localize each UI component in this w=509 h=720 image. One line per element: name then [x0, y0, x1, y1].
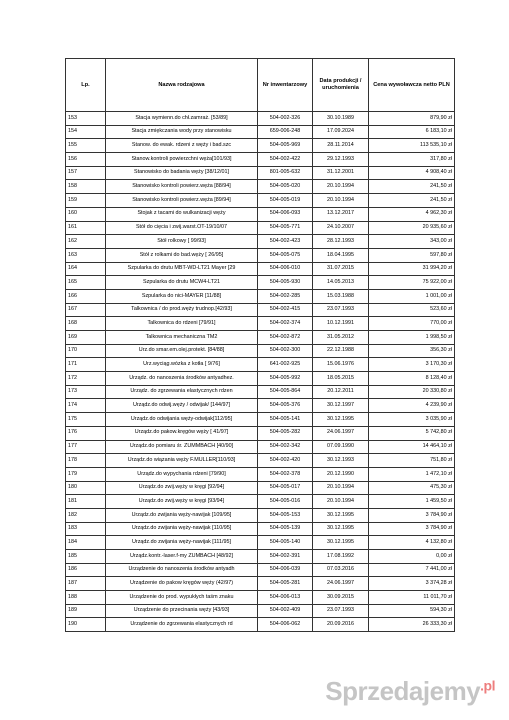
row-price: 113 535,10 zł: [369, 139, 455, 153]
row-inventory-number: 504-002-391: [258, 550, 313, 564]
row-lp: 190: [66, 618, 106, 632]
row-name: Urządz.do odwij.węży / odwijak/ [144/97]: [106, 399, 258, 413]
table-row: [66, 180, 455, 194]
row-date: 14.05.2013: [313, 276, 369, 290]
row-inventory-number: 504-005-376: [258, 399, 313, 413]
table-row: [66, 331, 455, 345]
row-lp: 156: [66, 153, 106, 167]
row-price: 356,30 zł: [369, 344, 455, 358]
row-inventory-number: 504-002-423: [258, 235, 313, 249]
row-lp: 183: [66, 522, 106, 536]
row-lp: 162: [66, 235, 106, 249]
table-row: [66, 563, 455, 577]
row-price: 20 935,60 zł: [369, 221, 455, 235]
row-price: 4 132,80 zł: [369, 536, 455, 550]
table-row: [66, 508, 455, 522]
row-date: 30.12.1995: [313, 536, 369, 550]
table-row: [66, 591, 455, 605]
row-inventory-number: 504-005-771: [258, 221, 313, 235]
row-name: Urządz. do nanoszenia środków antyadhez.: [106, 372, 258, 386]
row-date: 17.09.2024: [313, 125, 369, 139]
header-inventory-number: Nr inwentarzowy: [258, 59, 313, 112]
row-date: 17.08.1992: [313, 550, 369, 564]
row-lp: 187: [66, 577, 106, 591]
row-inventory-number: 504-002-285: [258, 289, 313, 303]
table-row: [66, 440, 455, 454]
watermark-logo: [325, 676, 495, 707]
row-price: 751,80 zł: [369, 454, 455, 468]
row-date: 29.12.1993: [313, 153, 369, 167]
row-date: 20.12.2011: [313, 385, 369, 399]
row-date: 23.07.1993: [313, 604, 369, 618]
row-price: 3 374,28 zł: [369, 577, 455, 591]
row-inventory-number: 504-005-969: [258, 139, 313, 153]
row-inventory-number: 504-005-017: [258, 481, 313, 495]
row-name: Szpularka do drutu MCW4-LT21: [106, 276, 258, 290]
row-price: 1 998,50 zł: [369, 331, 455, 345]
row-lp: 158: [66, 180, 106, 194]
table-header: [66, 59, 455, 112]
row-date: 20.09.2016: [313, 618, 369, 632]
table-row: [66, 495, 455, 509]
row-inventory-number: 504-005-019: [258, 194, 313, 208]
row-price: 879,90 zł: [369, 112, 455, 126]
row-name: Stojak z tacami do wulkanizacji węży: [106, 207, 258, 221]
table-row: [66, 289, 455, 303]
row-name: Urządz.do wiązania węży F.MULLER[110/93]: [106, 454, 258, 468]
row-price: 26 333,30 zł: [369, 618, 455, 632]
row-name: Urządz.do pomiaru śr. ZUMMBACH [40/90]: [106, 440, 258, 454]
row-lp: 154: [66, 125, 106, 139]
row-lp: 173: [66, 385, 106, 399]
row-date: 30.12.1993: [313, 454, 369, 468]
row-name: Urz.do smar.em.olej.protekt. [84/88]: [106, 344, 258, 358]
row-lp: 176: [66, 426, 106, 440]
table-row: [66, 207, 455, 221]
row-name: Stół do cięcia i zwij.warst.OT-19/10/07: [106, 221, 258, 235]
row-lp: 184: [66, 536, 106, 550]
row-lp: 189: [66, 604, 106, 618]
row-name: Stół z rolkami do bad.węży [ 26/95]: [106, 248, 258, 262]
row-inventory-number: 504-005-139: [258, 522, 313, 536]
row-name: Urządz.do zwij.węży w kręgi [93/94]: [106, 495, 258, 509]
table-row: [66, 618, 455, 632]
row-name: Urz.wyciąg.wózka z kotła [ 9/76]: [106, 358, 258, 372]
row-name: Talkownica do rdzeni [79/91]: [106, 317, 258, 331]
table-row: [66, 372, 455, 386]
table-row: [66, 153, 455, 167]
row-date: 07.03.2016: [313, 563, 369, 577]
row-name: Urządz.do zwijania węży-nawijak [109/95]: [106, 508, 258, 522]
row-lp: 170: [66, 344, 106, 358]
row-lp: 180: [66, 481, 106, 495]
row-lp: 160: [66, 207, 106, 221]
row-name: Urządz.do odwijania węży-odwijak[112/95]: [106, 413, 258, 427]
row-name: Szpularka do drutu MBT-WD-LT21 Mayer [29: [106, 262, 258, 276]
row-inventory-number: 504-002-872: [258, 331, 313, 345]
header-price: Cena wywoławcza netto PLN: [369, 59, 455, 112]
row-date: 13.12.2017: [313, 207, 369, 221]
table-row: [66, 426, 455, 440]
row-date: 20.10.1994: [313, 180, 369, 194]
row-inventory-number: 504-006-062: [258, 618, 313, 632]
watermark-suffix: .pl: [480, 677, 495, 694]
table-body: [66, 112, 455, 632]
row-date: 30.09.2015: [313, 591, 369, 605]
row-price: 3 784,90 zł: [369, 522, 455, 536]
row-inventory-number: 504-005-864: [258, 385, 313, 399]
row-price: 241,50 zł: [369, 180, 455, 194]
row-inventory-number: 504-005-153: [258, 508, 313, 522]
header-name: Nazwa rodzajowa: [106, 59, 258, 112]
row-lp: 168: [66, 317, 106, 331]
row-price: 3 170,30 zł: [369, 358, 455, 372]
row-price: 5 742,80 zł: [369, 426, 455, 440]
row-inventory-number: 504-002-374: [258, 317, 313, 331]
row-price: 75 922,00 zł: [369, 276, 455, 290]
row-inventory-number: 504-002-420: [258, 454, 313, 468]
row-inventory-number: 504-002-326: [258, 112, 313, 126]
row-date: 30.12.1995: [313, 522, 369, 536]
row-lp: 167: [66, 303, 106, 317]
row-lp: 153: [66, 112, 106, 126]
row-price: 0,00 zł: [369, 550, 455, 564]
row-name: Urządz.do wypychania rdzeni [79/90]: [106, 467, 258, 481]
row-inventory-number: 504-002-409: [258, 604, 313, 618]
row-inventory-number: 504-002-422: [258, 153, 313, 167]
row-lp: 157: [66, 166, 106, 180]
row-name: Szpularka do nici-MAYER [11/88]: [106, 289, 258, 303]
row-lp: 169: [66, 331, 106, 345]
row-lp: 174: [66, 399, 106, 413]
table-row: [66, 262, 455, 276]
table-row: [66, 467, 455, 481]
row-price: 594,30 zł: [369, 604, 455, 618]
row-date: 30.12.1995: [313, 413, 369, 427]
row-lp: 178: [66, 454, 106, 468]
row-date: 18.04.1995: [313, 248, 369, 262]
row-name: Urządz.kontr.-laser.f-my ZUMBACH [48/92]: [106, 550, 258, 564]
row-name: Urządz. do zgrzewania elastycznych rdzen: [106, 385, 258, 399]
watermark-text: Sprzedajemy: [325, 676, 481, 706]
row-name: Talkownica / do prod.węży trudnop.[42/93]: [106, 303, 258, 317]
row-name: Stanow. do ewak. rdzeni z węży i bad.szc: [106, 139, 258, 153]
row-date: 31.12.2001: [313, 166, 369, 180]
row-inventory-number: 504-005-282: [258, 426, 313, 440]
row-name: Urządz.do pakow.kręgów węży [ 41/97]: [106, 426, 258, 440]
row-lp: 186: [66, 563, 106, 577]
row-inventory-number: 504-006-093: [258, 207, 313, 221]
row-price: 4 908,40 zł: [369, 166, 455, 180]
table-row: [66, 221, 455, 235]
row-inventory-number: 504-006-010: [258, 262, 313, 276]
row-date: 20.10.1994: [313, 194, 369, 208]
row-inventory-number: 504-005-140: [258, 536, 313, 550]
row-name: Stanow.kontroli powierzchni węża[101/93]: [106, 153, 258, 167]
table-row: [66, 358, 455, 372]
table-row: [66, 303, 455, 317]
row-name: Stanowisko do badania węży [38/12/01]: [106, 166, 258, 180]
row-name: Urządz.do zwij.węży w kręgi [92/94]: [106, 481, 258, 495]
row-name: Urządzenie do przecinania węży [43/93]: [106, 604, 258, 618]
row-date: 20.10.1994: [313, 481, 369, 495]
row-date: 24.06.1997: [313, 426, 369, 440]
row-lp: 161: [66, 221, 106, 235]
row-price: 3 784,90 zł: [369, 508, 455, 522]
row-inventory-number: 504-002-300: [258, 344, 313, 358]
row-name: Urządz.do zwijania węży-nawijak [110/95]: [106, 522, 258, 536]
table-row: [66, 248, 455, 262]
row-lp: 188: [66, 591, 106, 605]
row-price: 1 472,10 zł: [369, 467, 455, 481]
row-lp: 163: [66, 248, 106, 262]
row-name: Urządzenie do nanoszenia środków antyadh: [106, 563, 258, 577]
inventory-table: [65, 58, 455, 632]
row-name: Stanowisko kontroli powierz.węża [88/94]: [106, 180, 258, 194]
row-date: 30.12.1997: [313, 399, 369, 413]
table-row: [66, 454, 455, 468]
table-row: [66, 481, 455, 495]
table-row: [66, 522, 455, 536]
row-date: 10.12.1991: [313, 317, 369, 331]
row-inventory-number: 504-006-039: [258, 563, 313, 577]
row-date: 20.10.1994: [313, 495, 369, 509]
row-lp: 175: [66, 413, 106, 427]
row-lp: 165: [66, 276, 106, 290]
row-inventory-number: 504-005-020: [258, 180, 313, 194]
row-inventory-number: 504-005-075: [258, 248, 313, 262]
row-inventory-number: 504-005-281: [258, 577, 313, 591]
row-date: 30.12.1995: [313, 508, 369, 522]
row-name: Stacja zmiękczania wody przy stanowisku: [106, 125, 258, 139]
row-date: 30.10.1989: [313, 112, 369, 126]
row-inventory-number: 801-005-632: [258, 166, 313, 180]
row-price: 343,00 zł: [369, 235, 455, 249]
row-inventory-number: 504-005-992: [258, 372, 313, 386]
row-inventory-number: 504-002-415: [258, 303, 313, 317]
row-date: 15.03.1988: [313, 289, 369, 303]
table-row: [66, 399, 455, 413]
row-inventory-number: 504-002-378: [258, 467, 313, 481]
row-inventory-number: 504-002-342: [258, 440, 313, 454]
row-price: 14 464,10 zł: [369, 440, 455, 454]
table-row: [66, 344, 455, 358]
row-date: 22.12.1988: [313, 344, 369, 358]
row-name: Urządzenie do pakow kręgów węży (42/97): [106, 577, 258, 591]
table-row: [66, 194, 455, 208]
row-name: Urządz.do zwijania węży-nawijak [111/95]: [106, 536, 258, 550]
row-price: 8 128,40 zł: [369, 372, 455, 386]
row-date: 24.06.1997: [313, 577, 369, 591]
header-lp: Lp.: [66, 59, 106, 112]
row-price: 4 962,30 zł: [369, 207, 455, 221]
row-lp: 171: [66, 358, 106, 372]
row-lp: 177: [66, 440, 106, 454]
row-date: 20.12.1990: [313, 467, 369, 481]
row-name: Talkownica mechaniczna TM2: [106, 331, 258, 345]
row-lp: 164: [66, 262, 106, 276]
row-lp: 179: [66, 467, 106, 481]
table-row: [66, 413, 455, 427]
row-price: 770,00 zł: [369, 317, 455, 331]
row-name: Stacja wymienn.do chł.zamraż. [53/89]: [106, 112, 258, 126]
row-price: 475,30 zł: [369, 481, 455, 495]
table-row: [66, 139, 455, 153]
row-name: Stół rolkowy [ 99/93]: [106, 235, 258, 249]
row-date: 31.05.2012: [313, 331, 369, 345]
row-name: Stanowisko kontroli powierz.węża [89/94]: [106, 194, 258, 208]
row-inventory-number: 504-005-016: [258, 495, 313, 509]
row-date: 28.12.1993: [313, 235, 369, 249]
row-lp: 155: [66, 139, 106, 153]
table-row: [66, 276, 455, 290]
row-name: Urządzenie do zgrzewania elastycznych rd: [106, 618, 258, 632]
table-row: [66, 577, 455, 591]
row-price: 597,80 zł: [369, 248, 455, 262]
table-row: [66, 385, 455, 399]
row-date: 23.07.1993: [313, 303, 369, 317]
row-price: 3 035,90 zł: [369, 413, 455, 427]
row-lp: 185: [66, 550, 106, 564]
row-price: 20 330,80 zł: [369, 385, 455, 399]
row-inventory-number: 504-005-930: [258, 276, 313, 290]
row-price: 11 011,70 zł: [369, 591, 455, 605]
row-date: 18.05.2015: [313, 372, 369, 386]
row-price: 4 239,90 zł: [369, 399, 455, 413]
row-price: 31 994,20 zł: [369, 262, 455, 276]
row-lp: 159: [66, 194, 106, 208]
row-price: 6 183,10 zł: [369, 125, 455, 139]
row-price: 523,60 zł: [369, 303, 455, 317]
table-row: [66, 235, 455, 249]
row-date: 07.09.1990: [313, 440, 369, 454]
row-inventory-number: 659-006-248: [258, 125, 313, 139]
table-row: [66, 112, 455, 126]
row-lp: 182: [66, 508, 106, 522]
row-lp: 172: [66, 372, 106, 386]
table-row: [66, 536, 455, 550]
row-name: Urządzenie do prod. wypukłych taśm znaku: [106, 591, 258, 605]
row-lp: 181: [66, 495, 106, 509]
table-row: [66, 317, 455, 331]
row-price: 241,50 zł: [369, 194, 455, 208]
row-date: 15.06.1976: [313, 358, 369, 372]
row-price: 1 459,50 zł: [369, 495, 455, 509]
row-lp: 166: [66, 289, 106, 303]
header-production-date: Data produkcji / uruchomienia: [313, 59, 369, 112]
row-date: 24.10.2007: [313, 221, 369, 235]
row-date: 28.11.2014: [313, 139, 369, 153]
row-inventory-number: 641-002-925: [258, 358, 313, 372]
row-inventory-number: 504-005-141: [258, 413, 313, 427]
row-price: 317,80 zł: [369, 153, 455, 167]
row-date: 31.07.2015: [313, 262, 369, 276]
row-price: 1 001,00 zł: [369, 289, 455, 303]
table-row: [66, 125, 455, 139]
table-row: [66, 604, 455, 618]
table-row: [66, 550, 455, 564]
table-row: [66, 166, 455, 180]
row-price: 7 441,00 zł: [369, 563, 455, 577]
row-inventory-number: 504-006-013: [258, 591, 313, 605]
